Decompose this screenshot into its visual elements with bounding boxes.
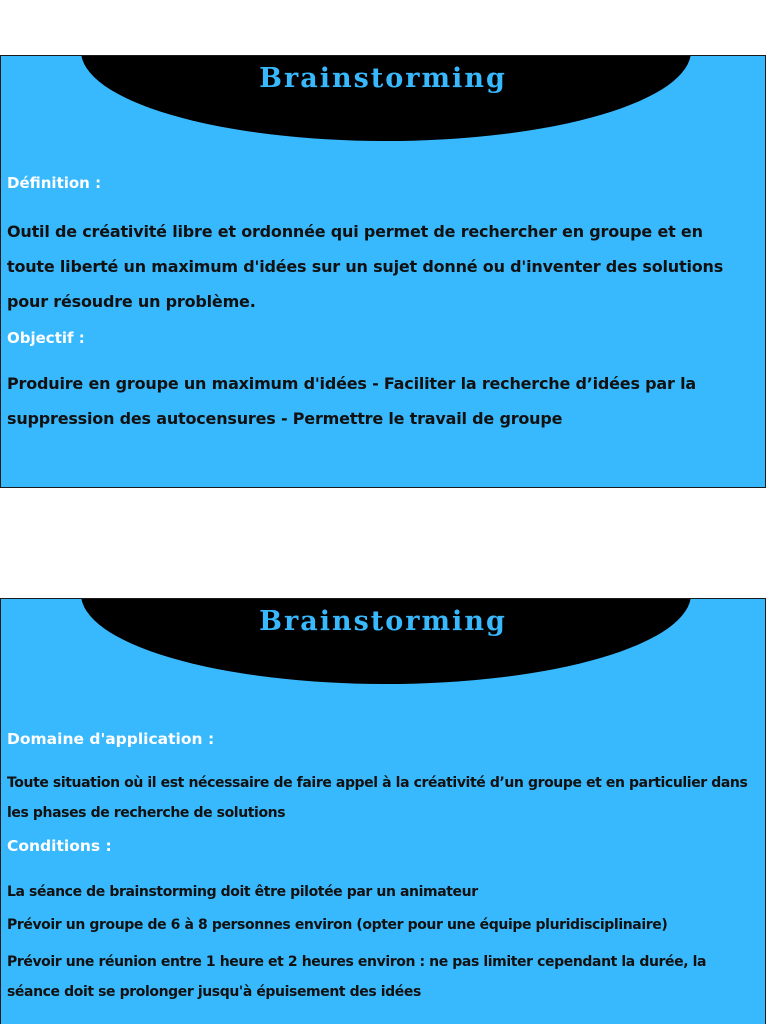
condition-item: La séance de brainstorming doit être pilotée par un animateur bbox=[7, 884, 478, 900]
slide-definition bbox=[0, 55, 766, 488]
definition-heading: Définition : bbox=[7, 174, 102, 192]
condition-item: Prévoir une réunion entre 1 heure et 2 heures environ : ne pas limiter cependant la durée, la séance doit se prolonger jusqu'à épuisement des idées bbox=[7, 954, 707, 1000]
condition-item: Prévoir un groupe de 6 à 8 personnes environ (opter pour une équipe pluridisciplinaire) bbox=[7, 917, 668, 933]
domain-heading: Domaine d'application : bbox=[7, 730, 215, 748]
conditions-heading: Conditions : bbox=[7, 837, 112, 855]
slide-title: Brainstorming bbox=[259, 606, 507, 637]
slide-title: Brainstorming bbox=[259, 63, 507, 94]
slide-application bbox=[0, 598, 766, 1024]
domain-text: Toute situation où il est nécessaire de faire appel à la créativité d’un groupe et en particulier dans les phases de recherche de solutions bbox=[7, 775, 748, 821]
definition-text: Outil de créativité libre et ordonnée qui permet de rechercher en groupe et en toute liberté un maximum d'idées sur un sujet donné ou d'inventer des solutions pour résoudre un problème. bbox=[7, 222, 724, 311]
objective-heading: Objectif : bbox=[7, 329, 85, 347]
objective-text: Produire en groupe un maximum d'idées - Faciliter la recherche d’idées par la suppression des autocensures - Permettre le travail de groupe bbox=[7, 374, 696, 428]
